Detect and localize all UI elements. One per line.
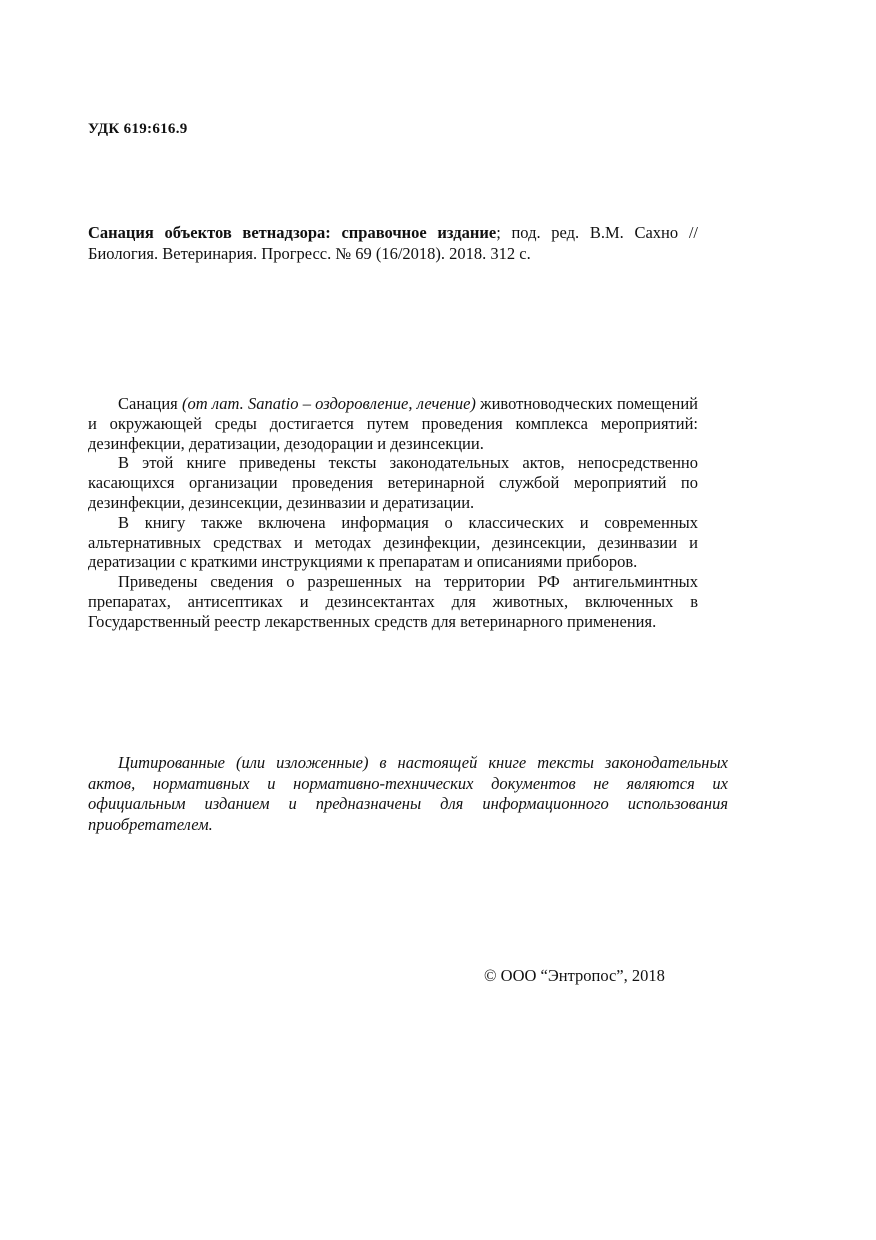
bibliographic-details: ; под. ред. В.М. Сахно // Биология. Ветеринария. Прогресс. № 69 (16/2018). 2018. 312 с. <box>88 223 698 263</box>
abstract-paragraph-1 <box>88 394 698 453</box>
abstract-p1-etymology: (от лат. Sanatio – оздоровление, лечение) <box>181 394 476 413</box>
disclaimer-text: Цитированные (или изложенные) в настоящей книге тексты законодательных актов, нормативных и нормативно-технических документов не являются их официальным изданием и предназначены для информационного использования приобретателем. <box>88 753 728 834</box>
abstract-paragraph-4: Приведены сведения о разрешенных на территории РФ антигельминтных препаратах, антисептиках и дезинсектантах для животных, включенных в Государственный реестр лекарственных средств для ветеринарного применения. <box>88 572 698 631</box>
udk-code: УДК 619:616.9 <box>88 121 188 137</box>
book-title: Санация объектов ветнадзора: справочное издание <box>88 223 497 242</box>
bibliographic-record <box>88 222 698 264</box>
abstract-p1-start: Санация <box>118 394 182 413</box>
disclaimer <box>88 753 728 835</box>
copyright-notice: © ООО “Энтропос”, 2018 <box>484 966 665 985</box>
abstract <box>88 394 698 632</box>
abstract-paragraph-3: В книгу также включена информация о классических и современных альтернативных средствах и методах дезинфекции, дезинсекции, дезинвазии и дератизации с краткими инструкциями к препаратам и описаниями приборов. <box>88 512 698 572</box>
abstract-p1-end: животноводческих помещений и окружающей среды достигается путем проведения комплекса мероприятий: дезинфекции, дератизации, дезодорации и дезинсекции. <box>88 394 698 453</box>
abstract-paragraph-2: В этой книге приведены тексты законодательных актов, непосредственно касающихся организации проведения ветеринарной службой мероприятий по дезинфекции, дезинсекции, дезинвазии и дератизации. <box>88 453 698 512</box>
